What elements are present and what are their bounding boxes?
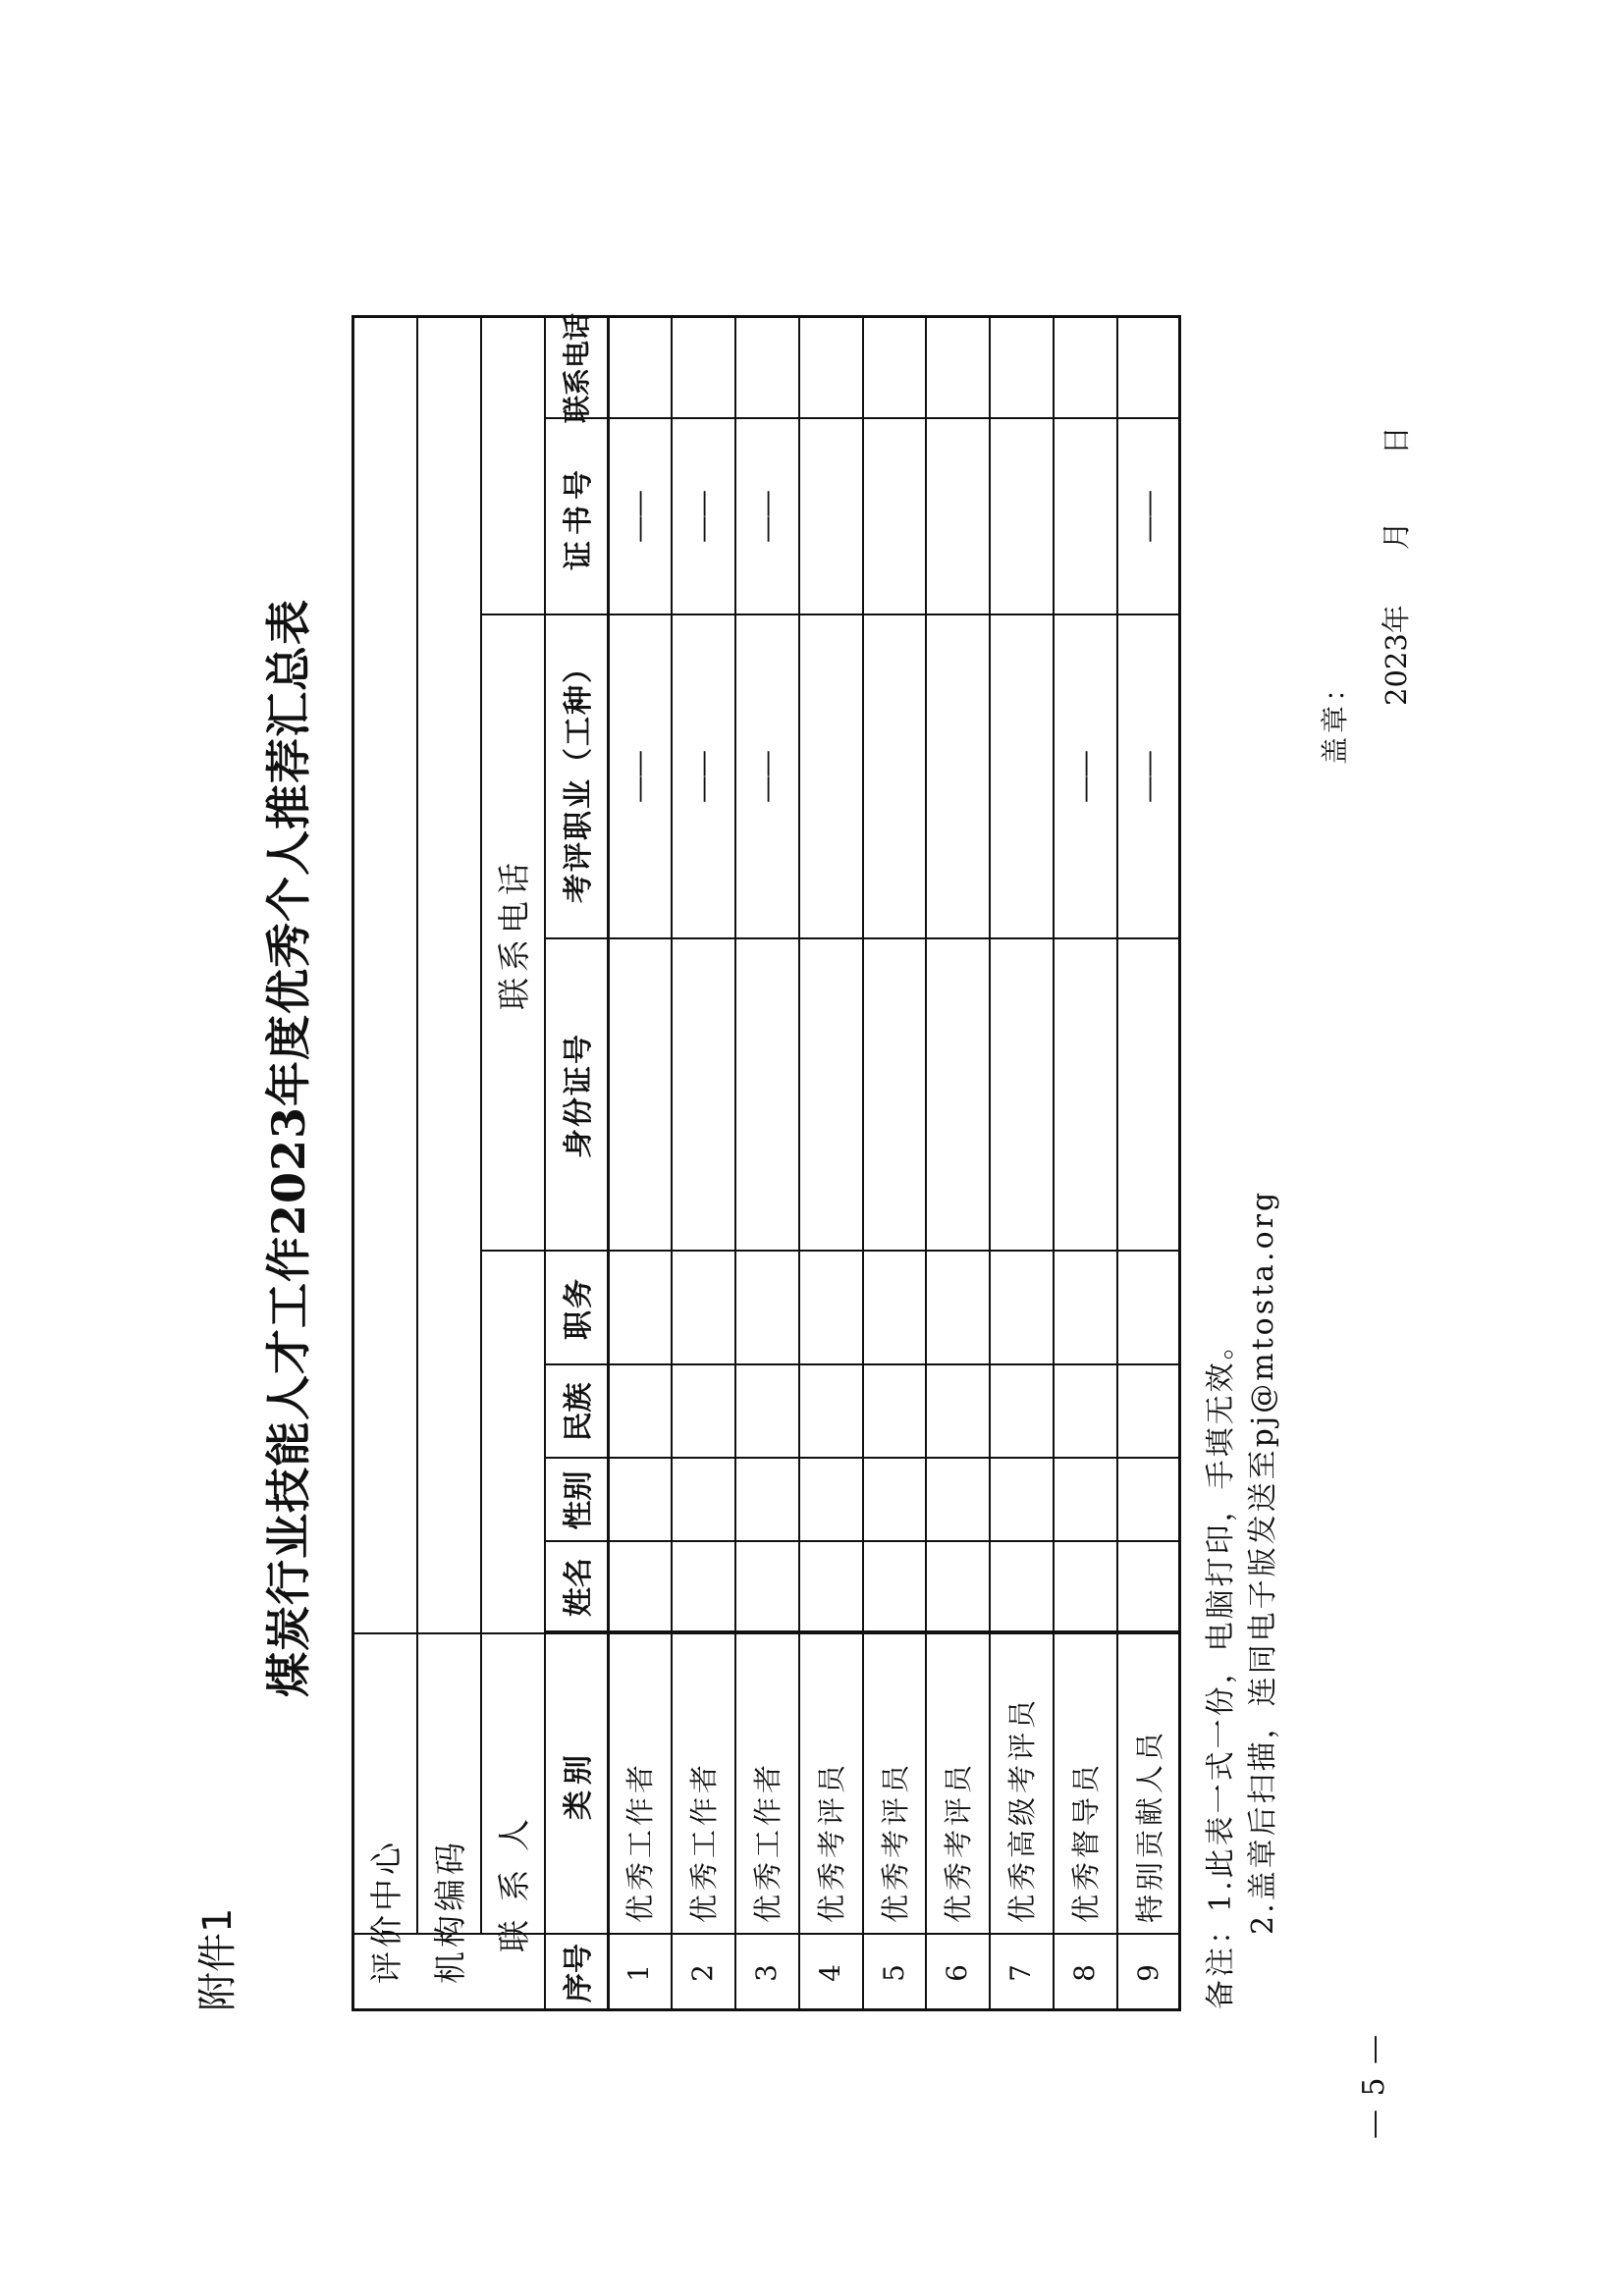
row-category: 优秀考评员 [814, 1760, 848, 1923]
row-occupation: —— [685, 752, 719, 803]
seal-label: 盖章： [1319, 669, 1351, 765]
contact-person-label: 联 系 人 [495, 1815, 533, 1952]
row-category: 特别贡献人员 [1132, 1728, 1166, 1923]
row-cert-number: —— [749, 492, 783, 543]
row-category: 优秀考评员 [878, 1760, 912, 1923]
header-position: 职务 [562, 1277, 596, 1340]
header-gender: 性别 [562, 1470, 596, 1530]
header-ethnicity: 民族 [562, 1382, 596, 1442]
col-line [544, 1363, 1180, 1365]
row-occupation [798, 615, 861, 939]
header-name: 姓名 [562, 1558, 596, 1617]
date-line [1375, 426, 1415, 706]
contact-phone-label: 联系电话 [495, 857, 533, 1010]
header-category: 类别 [562, 1749, 596, 1820]
row-index: 3 [749, 1964, 783, 1982]
row-cert-number [862, 419, 925, 615]
row-occupation [925, 615, 988, 939]
row-occupation: —— [622, 752, 655, 803]
page-title: 煤炭行业技能人才工作2023年度优秀个人推荐汇总表 [262, 598, 315, 1698]
row-cert-number: —— [1131, 492, 1164, 543]
row-cert-number: —— [622, 492, 655, 543]
col-line [544, 1630, 1180, 1632]
row-index: 4 [813, 1964, 846, 1982]
table-border-right [352, 315, 1181, 318]
row-cert-number [989, 419, 1052, 615]
page-number: — 5 — [1357, 2032, 1391, 2139]
row-cert-number: —— [685, 492, 719, 543]
row-index: 7 [1003, 1964, 1037, 1982]
row-occupation [989, 615, 1052, 939]
attachment-label: 附件1 [195, 1907, 241, 2011]
date-year: 2023年 [1380, 605, 1413, 706]
note-line-1: 备注：1.此表一式一份，电脑打印，手填无效。 [1204, 1327, 1238, 2009]
row-index: 9 [1131, 1964, 1164, 1982]
row-occupation: —— [1067, 752, 1101, 803]
header-occupation: 考评职业（工种） [562, 652, 596, 903]
row-cert-number [798, 419, 861, 615]
date-month: 月 [1380, 521, 1413, 551]
row-category: 优秀高级考评员 [1004, 1695, 1039, 1923]
header-index: 序号 [562, 1944, 596, 2002]
note-line-2: 2.盖章后扫描，连同电子版发送至pj@mtosta.org [1246, 1189, 1280, 1935]
row-cert-number [1053, 419, 1115, 615]
row-index: 2 [685, 1964, 719, 1982]
row-category: 优秀工作者 [750, 1760, 785, 1923]
row-index: 1 [622, 1964, 655, 1982]
row-category: 优秀工作者 [623, 1760, 657, 1923]
row-occupation: —— [749, 752, 783, 803]
header-id-number: 身份证号 [562, 1033, 596, 1158]
header-cert-number: 证书号 [562, 464, 596, 570]
row-category: 优秀督导员 [1068, 1760, 1103, 1923]
row-cert-number [925, 419, 988, 615]
row-occupation [862, 615, 925, 939]
row-index: 6 [940, 1964, 973, 1982]
date-day: 日 [1380, 426, 1413, 455]
org-code-label: 机构编码 [431, 1839, 469, 1984]
col-line [544, 1540, 1180, 1542]
row-index: 8 [1067, 1964, 1101, 1982]
row-category: 优秀考评员 [941, 1760, 975, 1923]
row-occupation: —— [1131, 752, 1164, 803]
row-category: 优秀工作者 [686, 1760, 721, 1923]
col-line [544, 1457, 1180, 1459]
summary-table [352, 312, 1180, 2011]
row-index: 5 [877, 1964, 910, 1982]
center-label: 评价中心 [366, 1839, 406, 1984]
header-phone: 联系电话 [561, 312, 593, 423]
